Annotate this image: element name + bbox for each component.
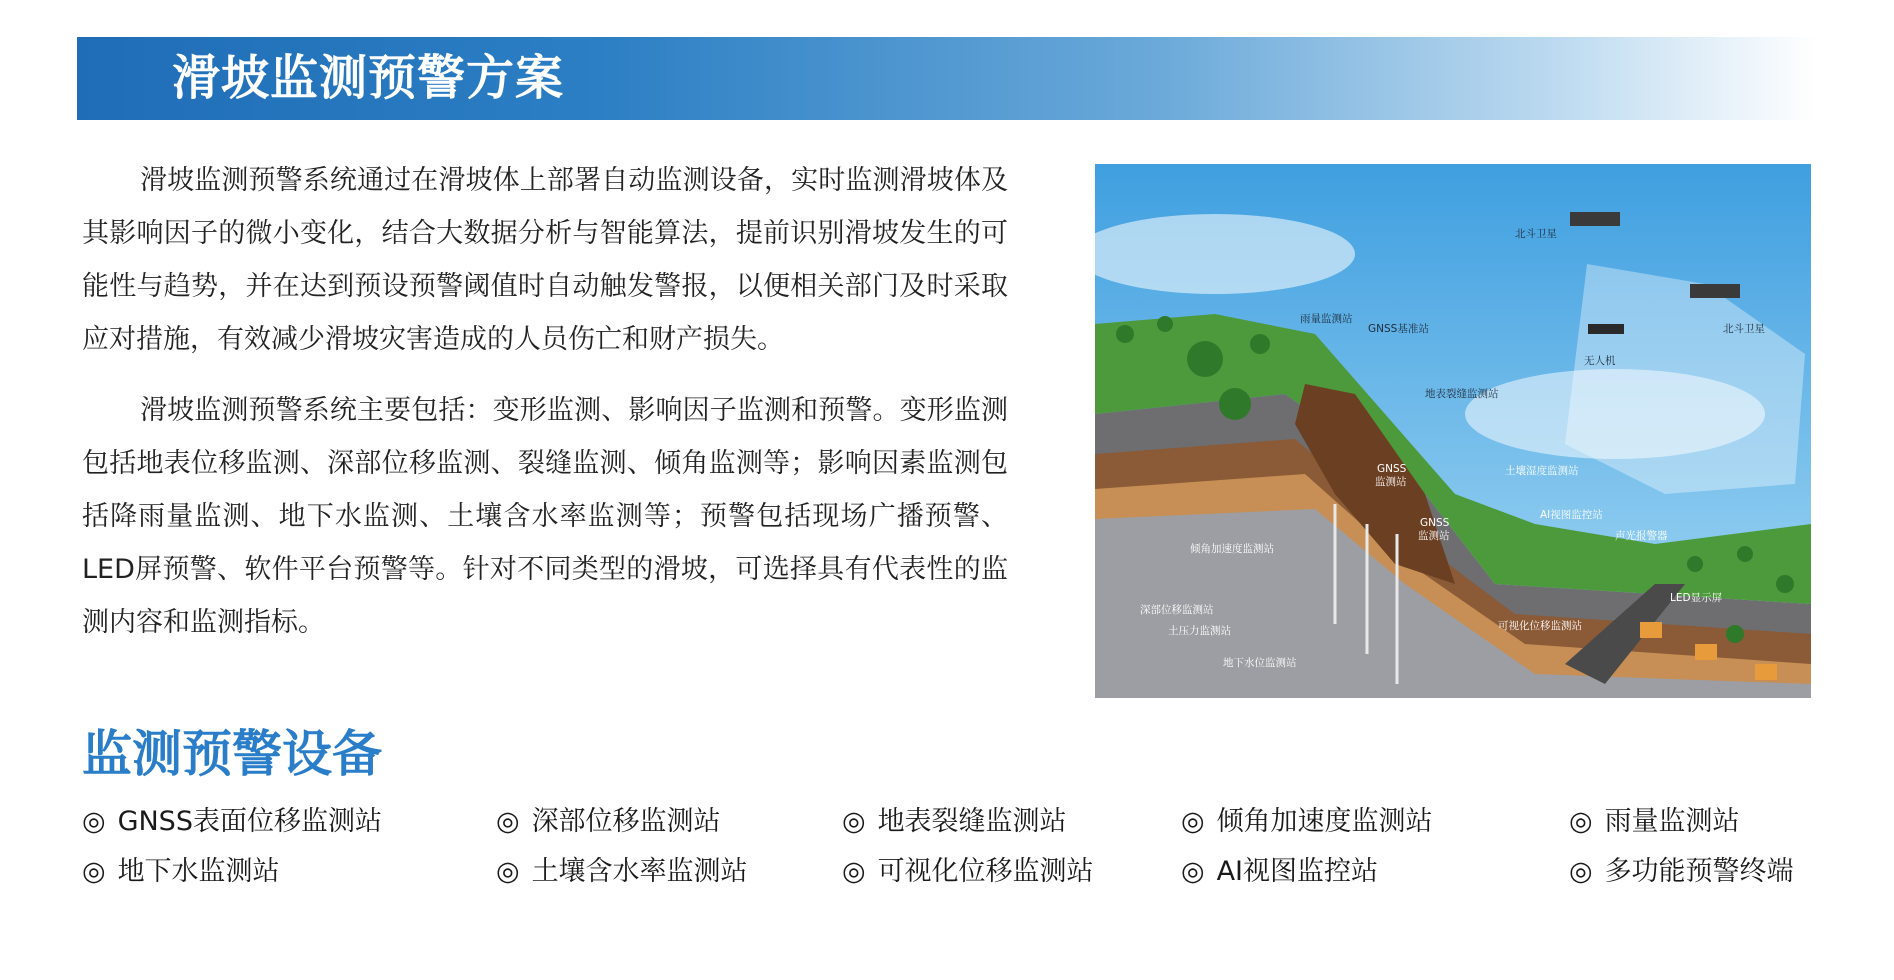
page-title: 滑坡监测预警方案 xyxy=(172,50,565,106)
equipment-item: ◎ 倾角加速度监测站 xyxy=(1181,806,1433,837)
diagram-label: LED显示屏 xyxy=(1670,592,1723,604)
diagram-label: 倾角加速度监测站 xyxy=(1190,543,1274,555)
diagram-label: 土压力监测站 xyxy=(1168,625,1231,637)
equipment-item: ◎ 地表裂缝监测站 xyxy=(842,806,1067,837)
equipment-item: ◎ 多功能预警终端 xyxy=(1569,856,1794,887)
diagram-label: 声光报警器 xyxy=(1615,530,1668,542)
equipment-item: ◎ 可视化位移监测站 xyxy=(842,856,1094,887)
diagram-label: 北斗卫星 xyxy=(1515,228,1557,240)
house xyxy=(1640,622,1662,638)
diagram-label: 深部位移监测站 xyxy=(1140,604,1214,616)
ring-bullet-icon: ◎ xyxy=(82,806,106,837)
diagram-label: 北斗卫星 xyxy=(1723,323,1765,335)
ring-bullet-icon: ◎ xyxy=(82,856,106,887)
ring-bullet-icon: ◎ xyxy=(496,806,520,837)
equipment-section-title: 监测预警设备 xyxy=(82,725,382,783)
intro-paragraph-1: 滑坡监测预警系统通过在滑坡体上部署自动监测设备，实时监测滑坡体及其影响因子的微小变化，结合大数据分析与智能算法，提前识别滑坡发生的可能性与趋势，并在达到预设预警阈值时自动触发警报，以便相关部门及时采取应对措施，有效减少滑坡灾害造成的人员伤亡和财产损失。 xyxy=(82,165,1008,355)
diagram-label: GNSS基准站 xyxy=(1368,323,1429,335)
house xyxy=(1755,664,1777,680)
equipment-item: ◎ GNSS表面位移监测站 xyxy=(82,806,382,837)
ring-bullet-icon: ◎ xyxy=(842,806,866,837)
equipment-item: ◎ 地下水监测站 xyxy=(82,856,280,887)
diagram-label: 雨量监测站 xyxy=(1300,313,1353,325)
title-banner xyxy=(77,37,1817,120)
equipment-item: ◎ 土壤含水率监测站 xyxy=(496,856,748,887)
equipment-item: ◎ 深部位移监测站 xyxy=(496,806,721,837)
ring-bullet-icon: ◎ xyxy=(1181,856,1205,887)
diagram-label: 监测站 xyxy=(1418,530,1450,542)
ring-bullet-icon: ◎ xyxy=(842,856,866,887)
diagram-label: GNSS xyxy=(1420,517,1450,529)
drone-icon xyxy=(1588,324,1624,334)
diagram-label: 地下水位监测站 xyxy=(1223,657,1297,669)
diagram-label: 监测站 xyxy=(1375,476,1407,488)
house xyxy=(1695,644,1717,660)
equipment-item: ◎ AI视图监控站 xyxy=(1181,856,1378,887)
diagram-label: 可视化位移监测站 xyxy=(1498,620,1582,632)
diagram-label: GNSS xyxy=(1377,463,1407,475)
equipment-item: ◎ 雨量监测站 xyxy=(1569,806,1740,837)
satellite-icon xyxy=(1570,212,1620,226)
ring-bullet-icon: ◎ xyxy=(496,856,520,887)
diagram-label: 土壤湿度监测站 xyxy=(1505,465,1579,477)
landslide-monitoring-diagram xyxy=(1095,164,1811,698)
diagram-label: 无人机 xyxy=(1584,355,1616,367)
diagram-label: AI视图监控站 xyxy=(1540,509,1603,521)
diagram-label: 地表裂缝监测站 xyxy=(1425,388,1499,400)
satellite-icon xyxy=(1690,284,1740,298)
ring-bullet-icon: ◎ xyxy=(1569,806,1593,837)
ring-bullet-icon: ◎ xyxy=(1181,806,1205,837)
intro-paragraph-2: 滑坡监测预警系统主要包括：变形监测、影响因子监测和预警。变形监测包括地表位移监测、深部位移监测、裂缝监测、倾角监测等；影响因素监测包括降雨量监测、地下水监测、土壤含水率监测等；预警包括现场广播预警、LED屏预警、软件平台预警等。针对不同类型的滑坡，可选择具有代表性的监测内容和监测指标。 xyxy=(82,395,1008,638)
ring-bullet-icon: ◎ xyxy=(1569,856,1593,887)
diagram-svg xyxy=(1095,164,1811,698)
